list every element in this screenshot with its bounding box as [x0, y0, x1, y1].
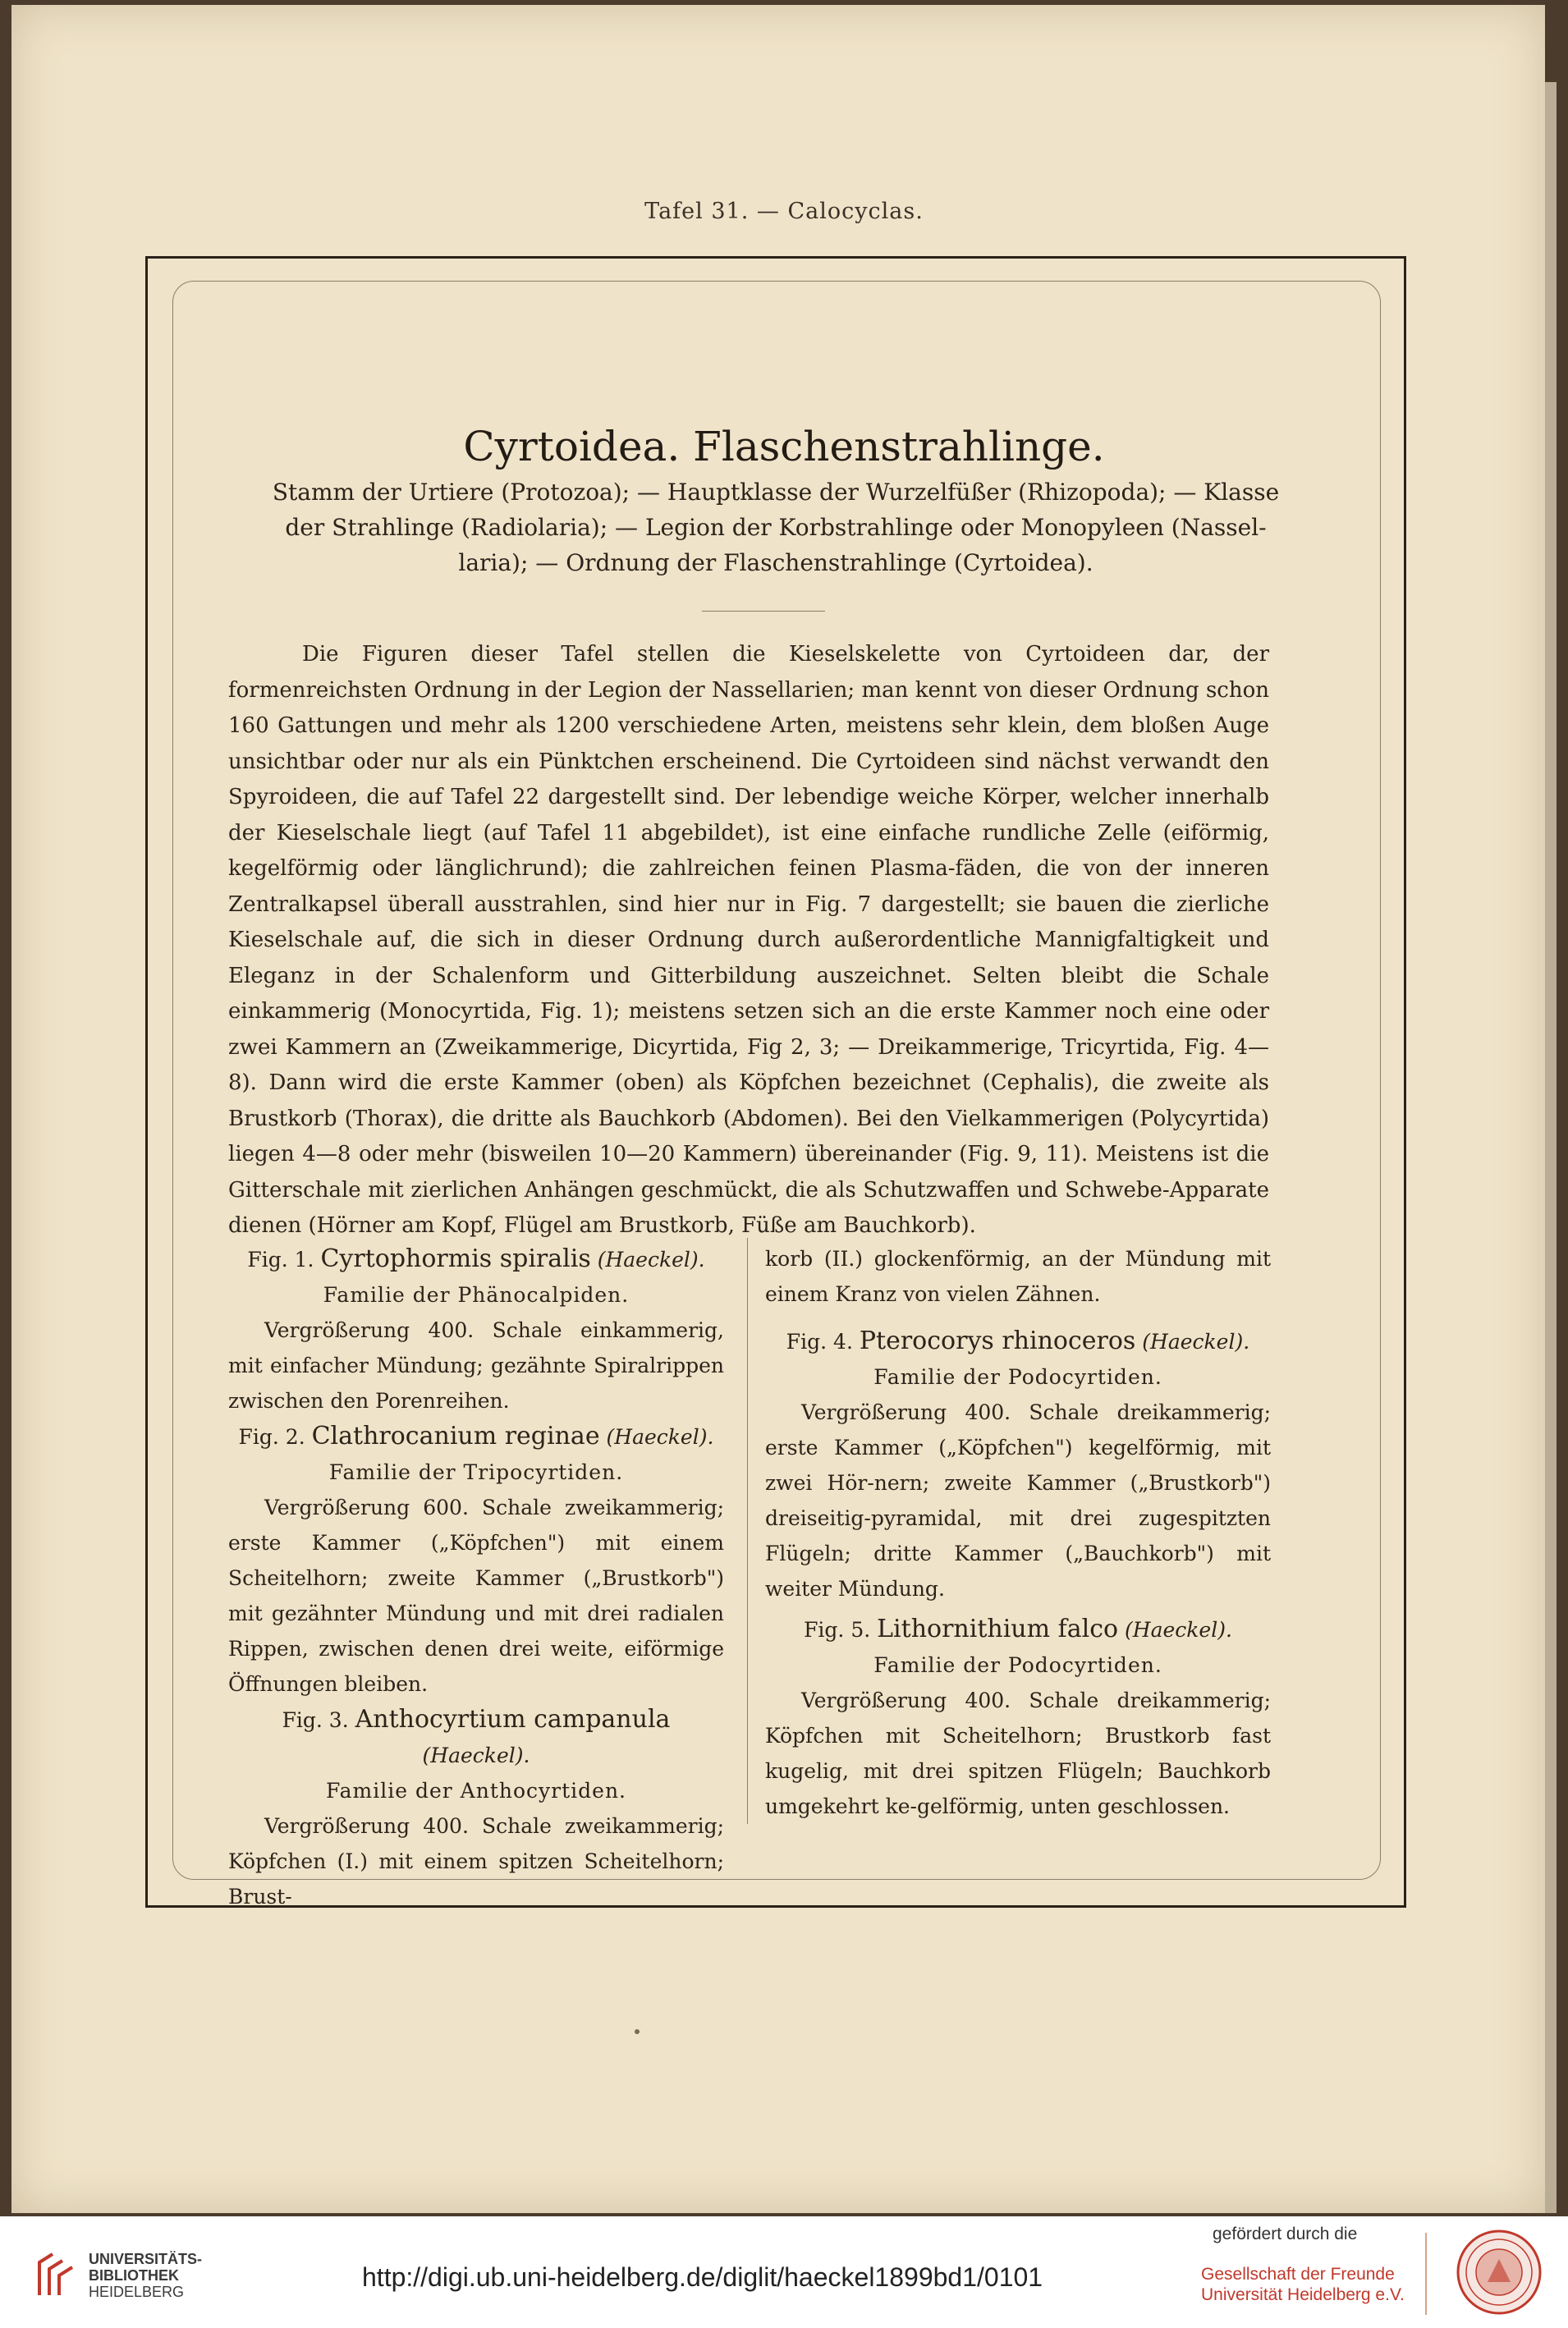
classification-line: der Strahlinge (Radiolaria); — Legion der Korbstrahlinge oder Monopyleen (Nassel-	[285, 514, 1267, 541]
family-name: Familie der Podocyrtiden.	[873, 1653, 1162, 1677]
figure-number: Fig. 4.	[786, 1330, 853, 1354]
figure-entry	[765, 1323, 1271, 1606]
family-name: Familie der Tripocyrtiden.	[328, 1460, 624, 1484]
classification-line: laria); — Ordnung der Flaschenstrahlinge (Cyrtoidea).	[458, 549, 1093, 576]
university-seal-icon	[1455, 2228, 1543, 2317]
figure-heading	[228, 1702, 724, 1773]
running-head-dash: —	[756, 199, 780, 224]
species-author: (Haeckel).	[597, 1248, 705, 1272]
figure-column-left	[228, 1241, 724, 1914]
plate-number: Tafel 31.	[644, 199, 750, 224]
library-logo-icon	[34, 2251, 82, 2300]
library-name	[89, 2251, 202, 2300]
library-name-line: BIBLIOTHEK	[89, 2267, 179, 2284]
species-author: (Haeckel).	[422, 1744, 530, 1767]
sponsor-name-line: Gesellschaft der Freunde	[1201, 2265, 1395, 2284]
figure-heading	[228, 1418, 724, 1455]
genus-name: Calocyclas.	[787, 199, 924, 224]
sponsor-name-line: Universität Heidelberg e.V.	[1201, 2285, 1405, 2304]
figure-number: Fig. 5.	[804, 1618, 871, 1642]
title-german: Flaschenstrahlinge.	[693, 423, 1105, 470]
figure-entry	[228, 1241, 724, 1418]
classification-line: Stamm der Urtiere (Protozoa); — Hauptklasse der Wurzelfüßer (Rhizopoda); — Klasse	[272, 479, 1280, 506]
sponsor-name	[1201, 2264, 1405, 2305]
figure-column-right	[765, 1241, 1271, 1824]
figure-number: Fig. 3.	[282, 1708, 349, 1732]
figure-description: Vergrößerung 400. Schale einkammerig, mit einfacher Mündung; gezähnte Spiralrippen zwischen den Porenreihen.	[228, 1318, 724, 1413]
intro-paragraph: Die Figuren dieser Tafel stellen die Kieselskelette von Cyrtoideen dar, der formenreichsten Ordnung in der Legion der Nassellarien; man kennt von dieser Ordnung schon 160 Gattungen und mehr als 1200 verschiedene Arten, meistens sehr klein, dem bloßen Auge unsichtbar oder nur als ein Pünktchen erscheinend. Die Cyrtoideen sind nächst verwandt den Spyroideen, die auf Tafel 22 dargestellt sind. Der lebendige weiche Körper, welcher innerhalb der Kieselschale liegt (auf Tafel 11 abgebildet), ist eine einfache rundliche Zelle (eiförmig, kegelförmig oder länglichrund); die zahlreichen feinen Plasma-fäden, die von der inneren Zentralkapsel überall ausstrahlen, sind hier nur in Fig. 7 dargestellt; sie bauen die zierliche Kieselschale auf, die sich in dieser Ordnung durch außerordentliche Mannigfaltigkeit und Eleganz in der Schalenform und Gitterbildung auszeichnet. Selten bleibt die Schale einkammerig (Monocyrtida, Fig. 1); meistens setzen sich an die erste Kammer noch eine oder zwei Kammern an (Zweikammerige, Dicyrtida, Fig 2, 3; — Dreikammerige, Tricyrtida, Fig. 4—8). Dann wird die erste Kammer (oben) als Köpfchen bezeichnet (Cephalis), die zweite als Brustkorb (Thorax), die dritte als Bauchkorb (Abdomen). Bei den Vielkammerigen (Polycyrtida) liegen 4—8 oder mehr (bisweilen 10—20 Kammern) übereinander (Fig. 9, 11). Meistens ist die Gitterschale mit zierlichen Anhängen geschmückt, die als Schutzwaffen und Schwebe-Apparate dienen (Hörner am Kopf, Flügel am Brustkorb, Füße am Bauchkorb).	[228, 642, 1269, 1238]
species-author: (Haeckel).	[1125, 1618, 1232, 1642]
figure-number: Fig. 1.	[247, 1248, 314, 1272]
figure-description: Vergrößerung 400. Schale dreikammerig; Köpfchen mit Scheitelhorn; Brustkorb fast kugelig, mit drei spitzen Flügeln; Bauchkorb umgekehrt ke-gelförmig, unten geschlossen.	[765, 1689, 1271, 1818]
family-name: Familie der Podocyrtiden.	[873, 1365, 1162, 1389]
digitization-footer	[0, 2216, 1568, 2328]
page-title	[0, 423, 1568, 470]
species-name: Anthocyrtium campanula	[355, 1705, 671, 1734]
figure-entry	[228, 1702, 724, 1914]
title-rule	[702, 611, 825, 612]
title-latin: Cyrtoidea.	[463, 423, 681, 470]
species-author: (Haeckel).	[606, 1425, 714, 1449]
figure-description-continued: korb (II.) glockenförmig, an der Mündung mit einem Kranz von vielen Zähnen.	[765, 1247, 1271, 1306]
figure-entry	[228, 1418, 724, 1702]
figure-number: Fig. 2.	[238, 1425, 305, 1449]
family-name: Familie der Anthocyrtiden.	[325, 1779, 626, 1803]
page-edge	[1545, 82, 1557, 2213]
species-name: Lithornithium falco	[877, 1615, 1119, 1643]
column-divider	[747, 1238, 748, 1824]
figure-heading	[765, 1323, 1271, 1359]
ink-dot	[635, 2029, 640, 2034]
figure-description: Vergrößerung 400. Schale zweikammerig; Köpfchen (I.) mit einem spitzen Scheitelhorn; Brust-	[228, 1814, 724, 1909]
figure-description: Vergrößerung 400. Schale dreikammerig; erste Kammer („Köpfchen") kegelförmig, mit zwei Hör-nern; zweite Kammer („Brustkorb") dreiseitig-pyramidal, mit drei zugespitzten Flügeln; dritte Kammer („Bauchkorb") mit weiter Mündung.	[765, 1400, 1271, 1601]
figure-heading	[765, 1611, 1271, 1647]
footer-divider	[1425, 2233, 1427, 2315]
permalink-url[interactable]: http://digi.ub.uni-heidelberg.de/diglit/haeckel1899bd1/0101	[362, 2262, 1043, 2292]
library-name-line: UNIVERSITÄTS-	[89, 2251, 203, 2267]
species-author: (Haeckel).	[1142, 1330, 1250, 1354]
classification-block	[218, 474, 1334, 580]
figure-description: Vergrößerung 600. Schale zweikammerig; erste Kammer („Köpfchen") mit einem Scheitelhorn; zweite Kammer („Brustkorb") mit gezähnter Mündung und mit drei radialen Rippen, zwischen denen drei weite, eiförmige Öffnungen bleiben.	[228, 1496, 724, 1696]
figure-heading	[228, 1241, 724, 1277]
figure-entry	[765, 1611, 1271, 1824]
library-name-line: HEIDELBERG	[89, 2284, 185, 2300]
species-name: Clathrocanium reginae	[311, 1422, 600, 1450]
running-head	[0, 199, 1568, 224]
family-name: Familie der Phänocalpiden.	[323, 1283, 630, 1307]
species-name: Cyrtophormis spiralis	[320, 1244, 591, 1273]
species-name: Pterocorys rhinoceros	[859, 1327, 1136, 1355]
sponsor-label: gefördert durch die	[1213, 2225, 1358, 2243]
